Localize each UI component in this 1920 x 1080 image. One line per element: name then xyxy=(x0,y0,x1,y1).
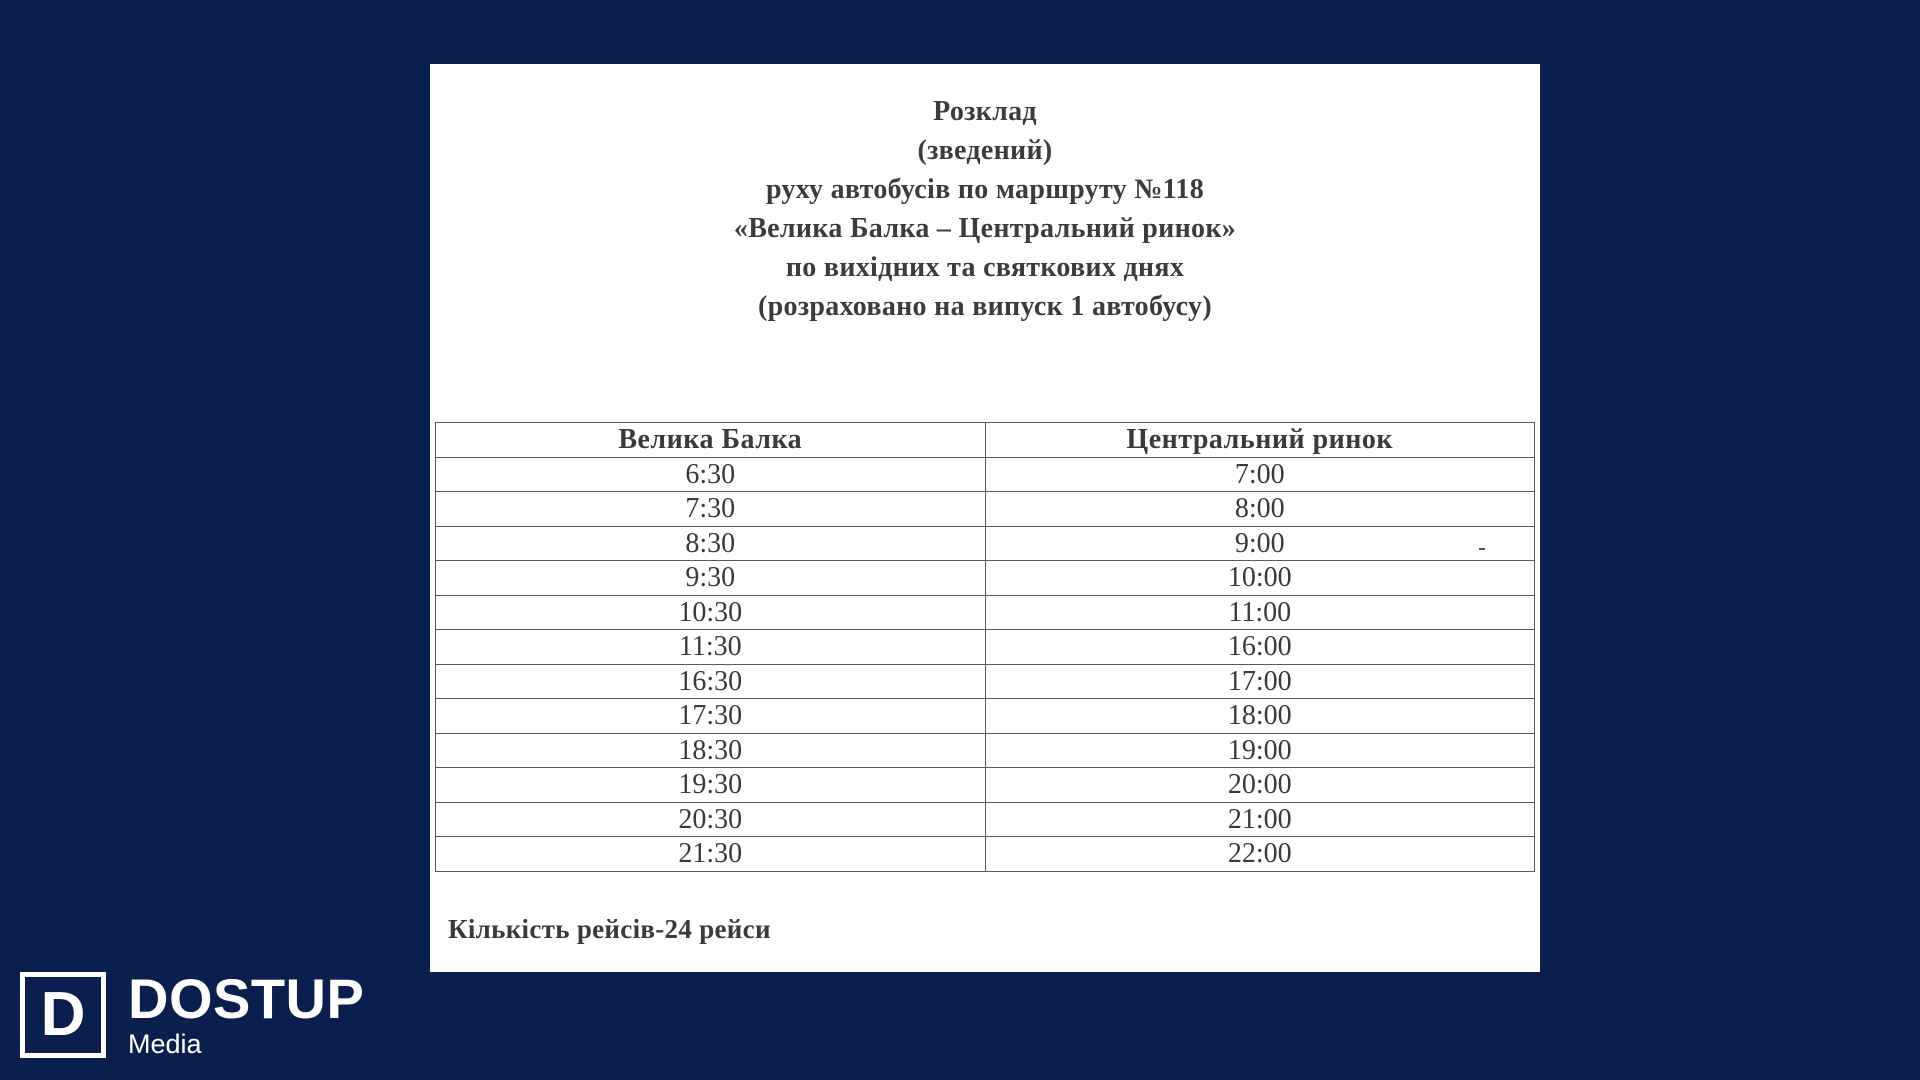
dostup-media-logo xyxy=(20,967,365,1059)
departure-time: 19:00 xyxy=(985,733,1535,768)
heading-line: руху автобусів по маршруту №118 xyxy=(765,174,1205,205)
column-header-tsentralnyi-rynok: Центральний ринок xyxy=(985,423,1535,458)
table-row xyxy=(436,457,1535,492)
departure-time: 8:00 xyxy=(985,492,1535,527)
departure-time: 10:30 xyxy=(436,595,986,630)
table-row xyxy=(436,492,1535,527)
table-row xyxy=(436,630,1535,665)
column-header-velyka-balka: Велика Балка xyxy=(436,423,986,458)
table-row xyxy=(436,802,1535,837)
scan-speck xyxy=(1479,548,1485,550)
table-row xyxy=(436,595,1535,630)
departure-time: 6:30 xyxy=(436,457,986,492)
table-row xyxy=(436,837,1535,872)
departure-time: 20:30 xyxy=(436,802,986,837)
departure-time: 18:30 xyxy=(436,733,986,768)
table-row xyxy=(436,561,1535,596)
departure-time: 17:00 xyxy=(985,664,1535,699)
logo-subtitle: Media xyxy=(128,1029,202,1059)
departure-time: 9:00 xyxy=(985,526,1535,561)
table-header-row xyxy=(436,423,1535,458)
logo-wordmark xyxy=(128,967,365,1060)
departure-time: 9:30 xyxy=(436,561,986,596)
heading-line: Розклад xyxy=(933,96,1037,127)
trip-count-note: Кількість рейсів-24 рейси xyxy=(448,914,771,944)
departure-time: 7:00 xyxy=(985,457,1535,492)
departure-time: 21:30 xyxy=(436,837,986,872)
table-row xyxy=(436,664,1535,699)
departure-time: 19:30 xyxy=(436,768,986,803)
departure-time: 10:00 xyxy=(985,561,1535,596)
departure-time: 8:30 xyxy=(436,526,986,561)
departure-time: 17:30 xyxy=(436,699,986,734)
departure-time: 16:30 xyxy=(436,664,986,699)
departure-time: 22:00 xyxy=(985,837,1535,872)
departure-time: 18:00 xyxy=(985,699,1535,734)
table-row xyxy=(436,733,1535,768)
logo-mark-icon: D xyxy=(20,972,106,1058)
heading-line: (зведений) xyxy=(917,135,1053,166)
table-row xyxy=(436,526,1535,561)
heading-line: по вихідних та святкових днях xyxy=(785,252,1185,283)
document-heading xyxy=(430,92,1540,326)
heading-line: (розраховано на випуск 1 автобусу) xyxy=(758,291,1212,322)
heading-line: «Велика Балка – Центральний ринок» xyxy=(733,213,1237,244)
departure-time: 20:00 xyxy=(985,768,1535,803)
departure-time: 11:00 xyxy=(985,595,1535,630)
logo-name: DOSTUP xyxy=(128,967,365,1030)
departure-time: 16:00 xyxy=(985,630,1535,665)
departure-time: 21:00 xyxy=(985,802,1535,837)
departure-time: 11:30 xyxy=(436,630,986,665)
departure-time: 7:30 xyxy=(436,492,986,527)
table-row xyxy=(436,699,1535,734)
schedule-table xyxy=(435,422,1535,872)
table-row xyxy=(436,768,1535,803)
schedule-document xyxy=(430,64,1540,972)
